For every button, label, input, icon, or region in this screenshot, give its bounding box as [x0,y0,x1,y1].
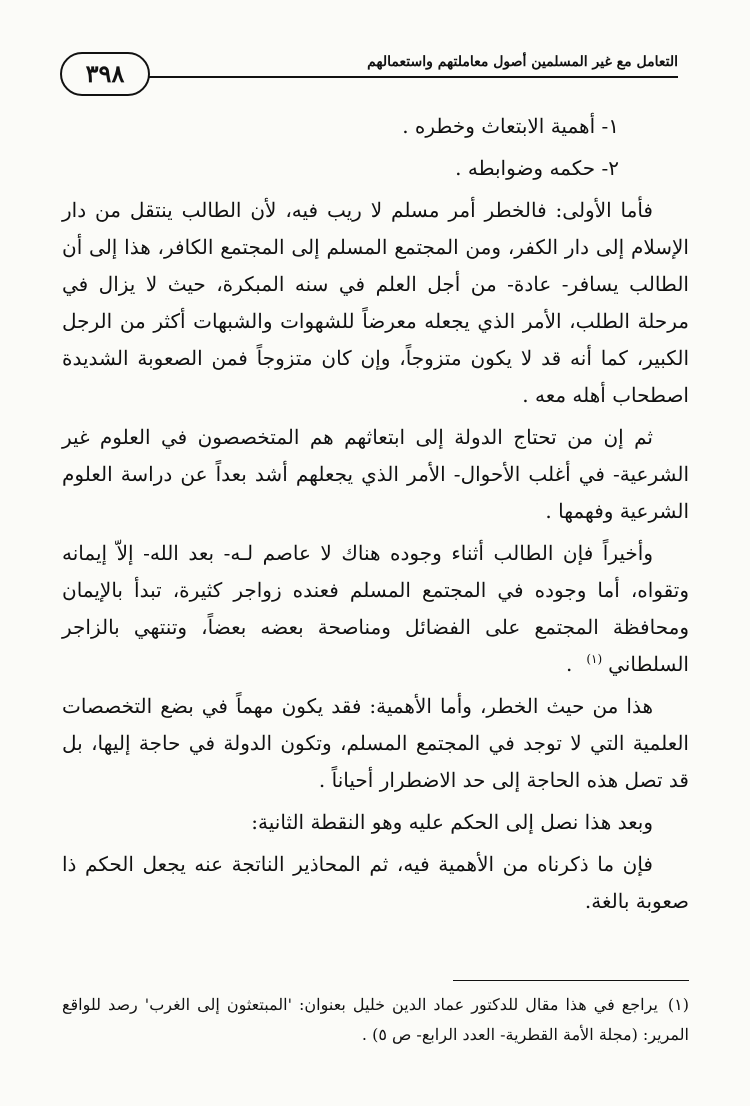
page-number: ٣٩٨ [60,52,150,96]
list-item-2: ٢- حكمه وضوابطه . [455,156,619,180]
paragraph-ruling: فإن ما ذكرناه من الأهمية فيه، ثم المحاذير الناتجة عنه يجعل الحكم ذا صعوبة بالغة. [62,852,689,913]
page-header [60,48,690,94]
paragraph-transition: وبعد هذا نصل إلى الحكم عليه وهو النقطة الثانية: [251,810,653,834]
paragraph-importance: هذا من حيث الخطر، وأما الأهمية: فقد يكون مهماً في بضع التخصصات العلمية التي لا توجد في المجتمع المسلم، وتكون الدولة في حاجة إليها، بل قد تصل هذه الحاجة إلى حد الاضطرار أحياناً . [62,694,689,792]
paragraph-deterrents [62,535,689,683]
footnote [62,990,689,1050]
header-rule [138,76,678,78]
paragraph-danger: فأما الأولى: فالخطر أمر مسلم لا ريب فيه، لأن الطالب ينتقل من دار الإسلام إلى دار الكفر، ومن المجتمع المسلم إلى المجتمع الكافر، هذا إلى أن الطالب يسافر- عادة- من أجل العلم في سنه المبكرة، حيث لا يزال في مرحلة الطلب، الأمر الذي يجعله معرضاً للشهوات والشبهات أكثر من الرجل الكبير، كما أنه قد لا يكون متزوجاً، وإن كان متزوجاً فمن الصعوبة الشديدة اصطحاب أهله معه . [62,198,689,407]
list-item-1: ١- أهمية الابتعاث وخطره . [402,114,619,138]
footnote-marker: (١) [586,652,603,667]
paragraph-deterrents-end: . [565,652,573,676]
paragraph-deterrents-text: وأخيراً فإن الطالب أثناء وجوده هناك لا عاصم لـه- بعد الله- إلاّ إيمانه وتقواه، أما وجوده في المجتمع المسلم فعنده زواجر كثيرة، تبدأ بالإيمان ومحافظة المجتمع على الفضائل ومناصحة بعضه بعضاً، وتنتهي بالزاجر السلطاني [62,541,689,676]
footnote-rule [453,980,689,981]
paragraph-specialists: ثم إن من تحتاج الدولة إلى ابتعاثهم هم المتخصصون في العلوم غير الشرعية- في أغلب الأحوال- الأمر الذي يجعلهم أشد بعداً عن دراسة العلوم الشرعية وفهمها . [62,425,689,523]
running-title: التعامل مع غير المسلمين أصول معاملتهم واستعمالهم [367,54,678,70]
main-text [62,108,689,925]
footnote-number: (١) [667,995,689,1014]
footnote-text: يراجع في هذا مقال للدكتور عماد الدين خليل بعنوان: 'المبتعثون إلى الغرب' رصد للواقع المرير: (مجلة الأمة القطرية- العدد الرابع- ص ٥) . [62,995,689,1044]
